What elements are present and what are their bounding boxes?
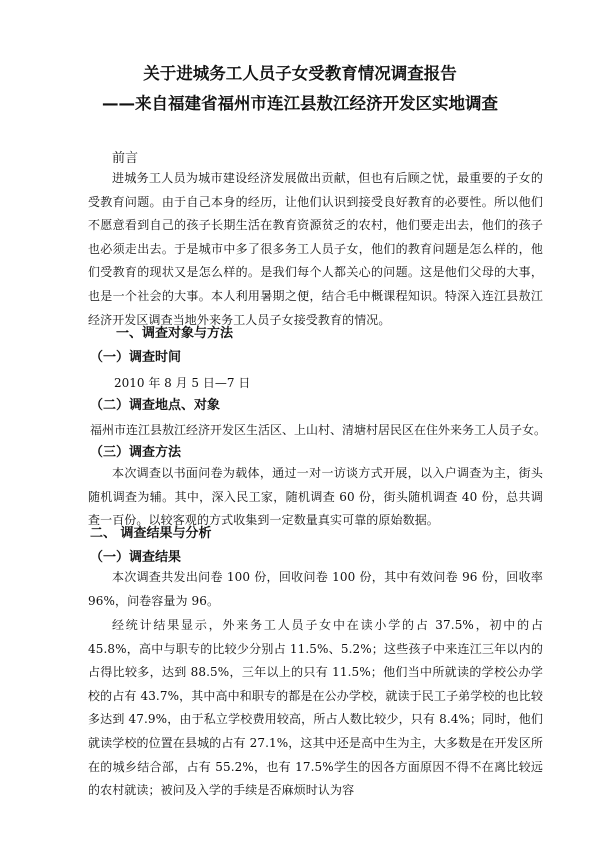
- preface-paragraph: 进城务工人员为城市建设经济发展做出贡献，但也有后顾之忧，最重要的子女的受教育问题。由于自己本身的经历，让他们认识到接受良好教育的必要性。所以他们不愿意看到自己的孩子长期生活在教育资源贫乏的农村，他们要走出去，他们的孩子也必须走出去。于是城市中多了很多务工人员子女，他们的教育问题是怎么样的，他们受教育的现状又是怎么样的。是我们每个人都关心的问题。这是他们父母的大事，也是一个社会的大事。本人利用暑期之便，结合毛中概课程知识。特深入连江县敖江经济开发区调查当地外来务工人员子女接受教育的情况。: [88, 171, 543, 327]
- subheading-survey-place: （二）调查地点、对象: [90, 398, 221, 413]
- section-heading-results-analysis: 二、 调查结果与分析: [90, 526, 212, 541]
- survey-place-text: 福州市连江县敖江经济开发区生活区、上山村、清塘村居民区在住外来务工人员子女。: [90, 423, 547, 437]
- preface-heading: 前言: [112, 151, 139, 166]
- subheading-survey-time: （一）调查时间: [90, 350, 182, 365]
- survey-results-paragraph: 本次调查共发出问卷 100 份，回收问卷 100 份，其中有效问卷 96 份，回收率 96%，问卷容量为 96。: [88, 570, 543, 608]
- subheading-survey-method: （三）调查方法: [90, 445, 182, 460]
- survey-method-paragraph: 本次调查以书面问卷为载体，通过一对一访谈方式开展，以入户调查为主，街头随机调查为辅。其中，深入民工家，随机调查 60 份，街头随机调查 40 份，总共调查一百份。以较客观的方式收集到一定数量真实可靠的原始数据。: [88, 466, 543, 528]
- section-heading-objects-methods: 一、调查对象与方法: [116, 326, 234, 341]
- statistics-paragraph: 经统计结果显示，外来务工人员子女中在读小学的占 37.5%，初中的占 45.8%，高中与职专的比较少分别占 11.5%、5.2%；这些孩子中来连江三年以内的占得比较多，达到 88.5%，三年以上的只有 11.5%；他们当中所就读的学校公办学校的占有 43.7%，其中高中和职专的都是在公办学校，就读于民工子弟学校的也比较多达到 47.9%，由于私立学校费用较高，所占人数比较少，只有 8.4%；同时，他们就读学校的位置在县城的占有 27.1%，这其中还是高中生为主，大多数是在开发区所在的城乡结合部，占有 55.2%，也有 17.5%学生的因各方面原因不得不在离比较远的农村就读；被问及入学的手续是否麻烦时认为容: [88, 618, 543, 798]
- report-title: 关于进城务工人员子女受教育情况调查报告: [143, 64, 457, 83]
- survey-time-text: 2010 年 8 月 5 日—7 日: [114, 376, 251, 390]
- report-subtitle: ——来自福建省福州市连江县敖江经济开发区实地调查: [102, 94, 498, 113]
- subheading-survey-results: （一）调查结果: [90, 550, 182, 565]
